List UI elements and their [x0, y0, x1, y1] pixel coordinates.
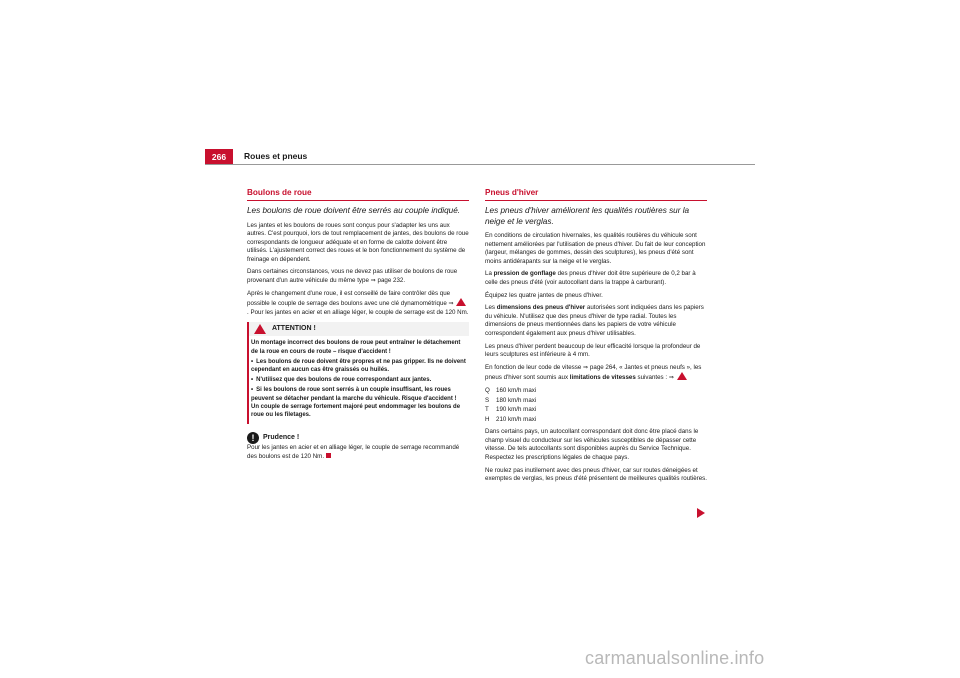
section-end-marker	[326, 453, 331, 458]
caution-icon: !	[247, 432, 259, 444]
speed-row: T 190 km/h maxi	[485, 406, 537, 414]
speed-row: H 210 km/h maxi	[485, 415, 537, 423]
section-title-boulons: Boulons de roue	[247, 188, 469, 201]
attention-bullet: • Si les boulons de roue sont serrés à un couple insuffisant, les roues peuvent se détacher pendant la marche du véhicule. Risque d'accident ! Un couple de serrage fortement majoré peut endommager les boulons de roue ou les filetages.	[251, 386, 466, 419]
page-number: 266	[205, 149, 233, 165]
header-divider	[205, 164, 755, 165]
prudence-text: Pour les jantes en acier et en alliage léger, le couple de serrage recommandé des boulons est de 120 Nm.	[247, 444, 460, 460]
paragraph: Dans certaines circonstances, vous ne devez pas utiliser de boulons de roue provenant d'un autre véhicule du même type ⇒ page 232.	[247, 268, 458, 285]
watermark: carmanualsonline.info	[585, 648, 765, 668]
paragraph: Les pneus d'hiver perdent beaucoup de leur efficacité lorsque la profondeur de leurs sculptures est inférieure à 4 mm.	[485, 342, 701, 359]
emphasis: pression de gonflage	[493, 270, 556, 278]
paragraph: Ne roulez pas inutilement avec des pneus d'hiver, car sur routes déneigées et exemptes de verglas, les pneus d'été présentent de meilleures qualités routières.	[485, 466, 707, 483]
paragraph: La pression de gonflage des pneus d'hiver doit être supérieure de 0,2 bar à celle des pneus d'été (voir autocollant dans la trappe à carburant).	[485, 270, 696, 286]
paragraph: Équipez les quatre jantes de pneus d'hiver.	[485, 291, 603, 299]
paragraph-text: . Pour les jantes en acier et en alliage léger, le couple de serrage est de 120 Nm.	[247, 308, 469, 316]
attention-body	[249, 336, 469, 424]
warning-icon	[677, 372, 687, 380]
section-subtitle-boulons: Les boulons de roue doivent être serrés au couple indiqué.	[247, 206, 461, 215]
paragraph: Les dimensions des pneus d'hiver autorisées sont indiquées dans les papiers du véhicule. N'utilisez que des pneus d'hiver de type radial. Toutes les dimensions de pneus mentionnées dans les papiers de votre véhicule correspondent également aux pneus d'hiver utilisables.	[485, 304, 704, 337]
prudence-title: Prudence !	[263, 434, 300, 442]
speed-row: S 180 km/h maxi	[485, 396, 537, 404]
paragraph	[247, 290, 469, 318]
warning-icon	[254, 324, 266, 334]
paragraph-text: Après le changement d'une roue, il est conseillé de faire contrôler dès que possible le couple de serrage des boulons avec une clé dynamométrique ⇒	[247, 289, 454, 308]
speed-list	[485, 387, 707, 424]
attention-header	[249, 322, 469, 336]
section-subtitle-pneus: Les pneus d'hiver améliorent les qualités routières sur la neige et le verglas.	[485, 206, 690, 226]
paragraph: En conditions de circulation hivernales, les qualités routières du véhicule sont nettement améliorées par l'utilisation de pneus d'hiver. Du fait de leur conception (largeur, mélanges de gommes, dessin des sculptures), les pneus d'été sont moins antidérapants sur la neige et le verglas.	[485, 232, 706, 265]
prudence-header	[247, 432, 469, 444]
section-title-pneus: Pneus d'hiver	[485, 188, 707, 201]
right-column	[485, 188, 707, 488]
left-column	[247, 188, 469, 465]
attention-title: ATTENTION !	[272, 325, 316, 333]
paragraph: Les jantes et les boulons de roues sont conçus pour s'adapter les uns aux autres. C'est pourquoi, lors de tout remplacement de jantes, des boulons de roue correspondants de longueur adéquate et en forme de calotte doivent être utilisés. L'ajustement correct des roues et le bon fonctionnement du système de freinage en dépendent.	[247, 221, 469, 263]
emphasis: dimensions des pneus d'hiver	[496, 304, 586, 312]
next-page-arrow-icon[interactable]	[697, 508, 705, 518]
attention-bullet: • Les boulons de roue doivent être propres et ne pas gripper. Ils ne doivent cependant en aucun cas être graissés ou huilés.	[251, 358, 466, 374]
speed-row: Q 160 km/h maxi	[485, 386, 537, 394]
attention-intro: Un montage incorrect des boulons de roue peut entraîner le détachement de la roue en cours de route – risque d'accident !	[251, 340, 461, 355]
emphasis: limitations de vitesses	[569, 374, 636, 382]
attention-box	[247, 322, 469, 424]
warning-icon	[456, 298, 466, 306]
paragraph: Dans certains pays, un autocollant correspondant doit donc être placé dans le champ visuel du conducteur sur les véhicules susceptibles de dépasser cette vitesse. De tels autocollants sont disponibles auprès du Service Technique. Respectez les prescriptions légales de chaque pays.	[485, 428, 699, 462]
chapter-title: Roues et pneus	[244, 151, 308, 161]
paragraph: En fonction de leur code de vitesse ⇒ page 264, « Jantes et pneus neufs », les pneus d'hiver sont soumis aux limitations de vitesses suivantes : ⇒	[485, 363, 702, 382]
attention-bullet: • N'utilisez que des boulons de roue correspondant aux jantes.	[251, 376, 466, 384]
